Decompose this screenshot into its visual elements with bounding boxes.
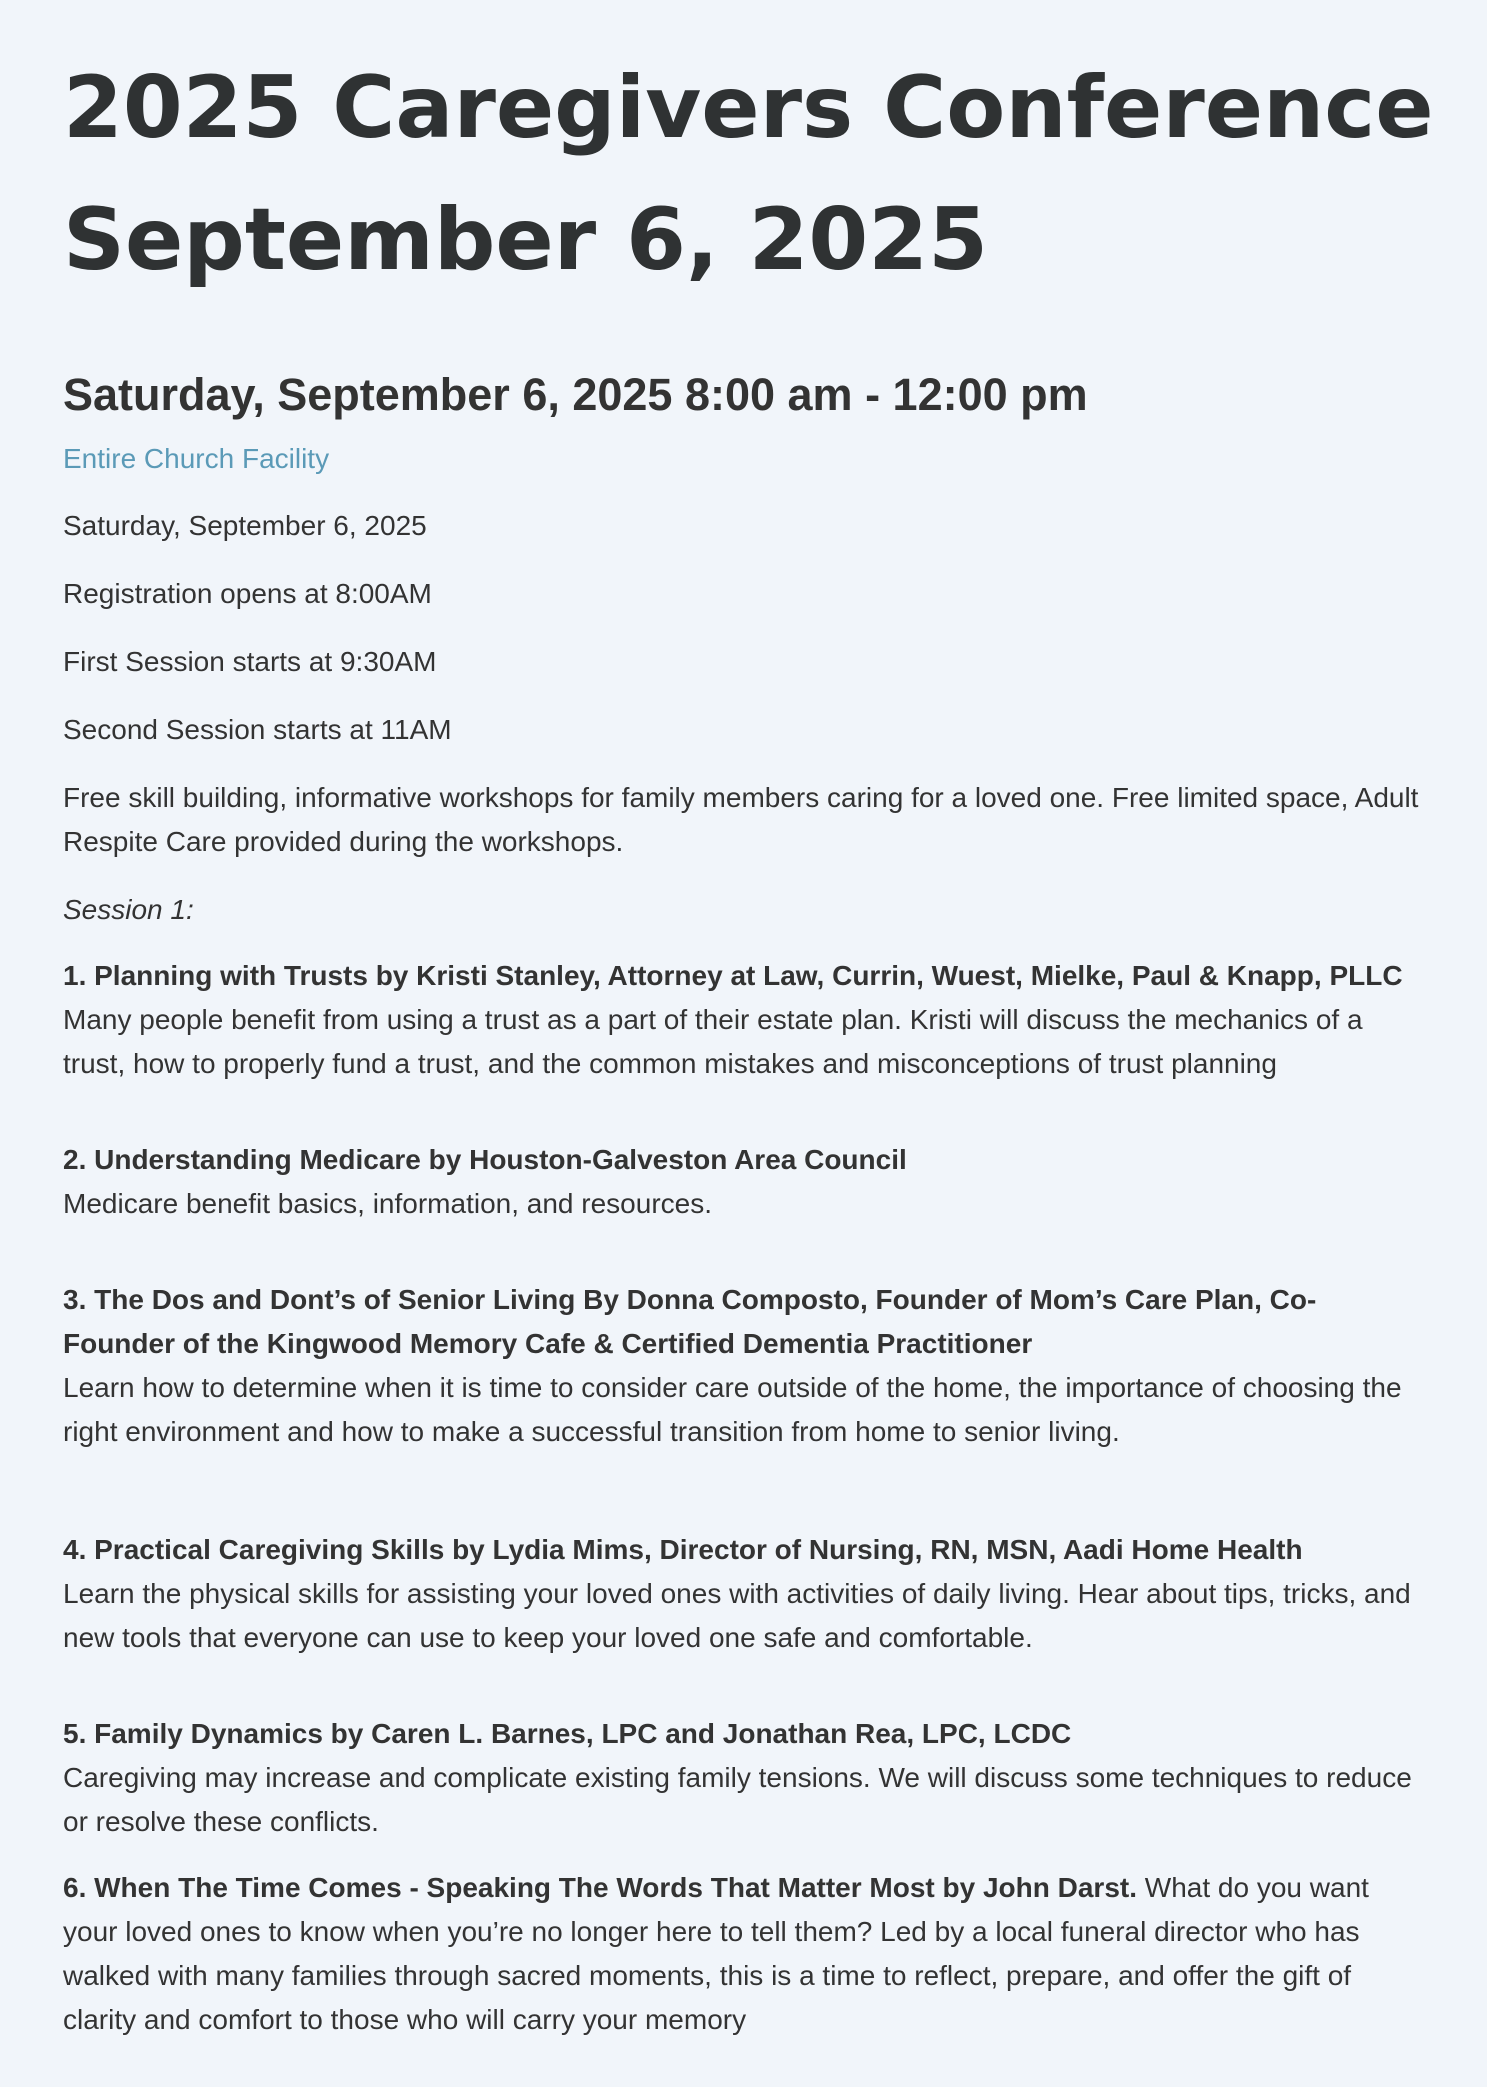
workshop-item xyxy=(63,1138,1424,1226)
workshop-title: 4. Practical Caregiving Skills by Lydia Mims, Director of Nursing, RN, MSN, Aadi Home Health xyxy=(63,1534,1303,1565)
event-title xyxy=(63,42,1434,306)
event-date-text: Saturday, September 6, 2025 xyxy=(63,510,427,541)
workshop-description: Caregiving may increase and complicate existing family tensions. We will discuss some techniques to reduce or resolve these conflicts. xyxy=(63,1762,1412,1837)
workshop-description: Medicare benefit basics, information, and resources. xyxy=(63,1188,712,1219)
workshop-description: Learn the physical skills for assisting your loved ones with activities of daily living. Hear about tips, tricks, and new tools that everyone can use to keep your loved one safe and comfortable. xyxy=(63,1578,1411,1653)
location-link[interactable]: Entire Church Facility xyxy=(63,443,330,474)
workshop-description: Many people benefit from using a trust as a part of their estate plan. Kristi will discuss the mechanics of a trust, how to properly fund a trust, and the common mistakes and misconceptions of trust planning xyxy=(63,1004,1363,1079)
workshop-item xyxy=(63,954,1424,1086)
workshop-item xyxy=(63,1278,1424,1454)
workshop-title: 2. Understanding Medicare by Houston-Galveston Area Council xyxy=(63,1144,907,1175)
first-session-text: First Session starts at 9:30AM xyxy=(63,646,437,677)
workshop-item xyxy=(63,1528,1424,1660)
workshop-title: 1. Planning with Trusts by Kristi Stanley, Attorney at Law, Currin, Wuest, Mielke, Paul & Knapp, PLLC xyxy=(63,960,1403,991)
second-session-text: Second Session starts at 11AM xyxy=(63,714,452,745)
event-summary: Free skill building, informative workshops for family members caring for a loved one. Free limited space, Adult Respite Care provided during the workshops. xyxy=(63,782,1419,857)
registration-text: Registration opens at 8:00AM xyxy=(63,578,432,609)
event-description xyxy=(63,504,1424,2042)
workshop-inline-paragraph xyxy=(63,1866,1424,2042)
workshop-title: 3. The Dos and Dont’s of Senior Living By Donna Composto, Founder of Mom’s Care Plan, Co-Founder of the Kingwood Memory Cafe & Certified Dementia Practitioner xyxy=(63,1284,1317,1359)
workshop-title: 6. When The Time Comes - Speaking The Words That Matter Most by John Darst. xyxy=(63,1872,1138,1903)
workshop-description: What do you want your loved ones to know when you’re no longer here to tell them? Led by a local funeral director who has walked with many families through sacred moments, this is a time to reflect, prepare, and offer the gift of clarity and comfort to those who will carry your memory xyxy=(63,1872,1369,2035)
workshop-item xyxy=(63,1866,1424,2042)
event-title-line-2: September 6, 2025 xyxy=(63,190,988,290)
workshop-title: 5. Family Dynamics by Caren L. Barnes, LPC and Jonathan Rea, LPC, LCDC xyxy=(63,1718,1072,1749)
session-label: Session 1: xyxy=(63,894,194,925)
workshop-item xyxy=(63,1712,1424,1844)
workshop-description: Learn how to determine when it is time to consider care outside of the home, the importance of choosing the right environment and how to make a successful transition from home to senior living. xyxy=(63,1372,1402,1447)
event-date-time: Saturday, September 6, 2025 8:00 am - 12:00 pm xyxy=(63,369,1088,420)
event-title-line-1: 2025 Caregivers Conference xyxy=(63,58,1434,158)
